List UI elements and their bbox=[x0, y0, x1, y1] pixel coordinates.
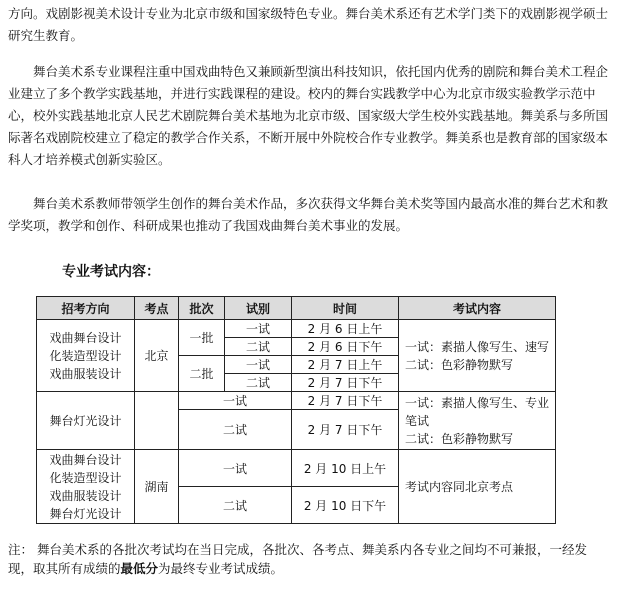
time-cell: 2 月 7 日上午 bbox=[292, 356, 399, 374]
content-cell: 一试：素描人像写生、速写 二试：色彩静物默写 bbox=[399, 320, 556, 392]
time-cell: 2 月 7 日下午 bbox=[292, 374, 399, 392]
time-cell: 2 月 7 日下午 bbox=[292, 410, 399, 450]
site-cell: 北京 bbox=[135, 320, 179, 392]
batch-cell: 二批 bbox=[179, 356, 225, 392]
exam-cell: 一试 bbox=[225, 320, 292, 338]
exam-cell: 一试 bbox=[179, 392, 292, 410]
time-cell: 2 月 10 日下午 bbox=[292, 487, 399, 524]
exam-cell: 二试 bbox=[225, 374, 292, 392]
header-site: 考点 bbox=[135, 297, 179, 320]
table-row bbox=[37, 320, 556, 338]
exam-schedule-table bbox=[36, 296, 556, 524]
header-time: 时间 bbox=[292, 297, 399, 320]
header-direction: 招考方向 bbox=[37, 297, 135, 320]
note-emphasis: 最低分 bbox=[120, 561, 159, 576]
header-exam: 试别 bbox=[225, 297, 292, 320]
table-header-row bbox=[37, 297, 556, 320]
note-text: 注： 舞台美术系的各批次考试均在当日完成，各批次、各考点、舞美系内各专业之间均不可兼报，一经发现，取其所有成绩的 bbox=[8, 542, 587, 576]
batch-cell: 一批 bbox=[179, 320, 225, 356]
exam-cell: 二试 bbox=[179, 410, 292, 450]
site-cell bbox=[135, 392, 179, 450]
direction-cell: 舞台灯光设计 bbox=[37, 392, 135, 450]
header-batch: 批次 bbox=[179, 297, 225, 320]
table-row bbox=[37, 392, 556, 410]
note-text-end: 为最终专业考试成绩。 bbox=[158, 561, 284, 576]
time-cell: 2 月 6 日上午 bbox=[292, 320, 399, 338]
section-title: 专业考试内容： bbox=[62, 264, 160, 280]
table-row bbox=[37, 450, 556, 487]
curriculum-paragraph: 舞台美术系专业课程注重中国戏曲特色又兼顾新型演出科技知识，依托国内优秀的剧院和舞台美术工程企业建立了多个教学实践基地，并进行实践课程的建设。校内的舞台实践教学中心为北京市级实验教学示范中心，校外实践基地北京人民艺术剧院舞台美术基地为北京市级、国家级大学生校外实践基地。舞美系与多所国际著名戏剧院校建立了稳定的教学合作关系，不断开展中外院校合作专业教学。舞美系也是教育部的国家级本科人才培养模式创新实验区。 bbox=[8, 64, 609, 167]
header-content: 考试内容 bbox=[399, 297, 556, 320]
site-cell: 湖南 bbox=[135, 450, 179, 524]
content-cell: 考试内容同北京考点 bbox=[399, 450, 556, 524]
time-cell: 2 月 7 日下午 bbox=[292, 392, 399, 410]
exam-cell: 一试 bbox=[225, 356, 292, 374]
exam-cell: 一试 bbox=[179, 450, 292, 487]
intro-paragraph: 方向。戏剧影视美术设计专业为北京市级和国家级特色专业。舞台美术系还有艺术学门类下的戏剧影视学硕士研究生教育。 bbox=[8, 6, 609, 43]
direction-cell: 戏曲舞台设计 化装造型设计 戏曲服装设计 bbox=[37, 320, 135, 392]
time-cell: 2 月 10 日上午 bbox=[292, 450, 399, 487]
content-cell: 一试：素描人像写生、专业笔试 二试：色彩静物默写 bbox=[399, 392, 556, 450]
exam-cell: 二试 bbox=[225, 338, 292, 356]
exam-cell: 二试 bbox=[179, 487, 292, 524]
time-cell: 2 月 6 日下午 bbox=[292, 338, 399, 356]
exam-note bbox=[8, 540, 610, 578]
direction-cell: 戏曲舞台设计 化装造型设计 戏曲服装设计 舞台灯光设计 bbox=[37, 450, 135, 524]
achievements-paragraph: 舞台美术系教师带领学生创作的舞台美术作品，多次获得文华舞台美术奖等国内最高水准的舞台艺术和教学奖项，教学和创作、科研成果也推动了我国戏曲舞台美术事业的发展。 bbox=[8, 196, 609, 233]
